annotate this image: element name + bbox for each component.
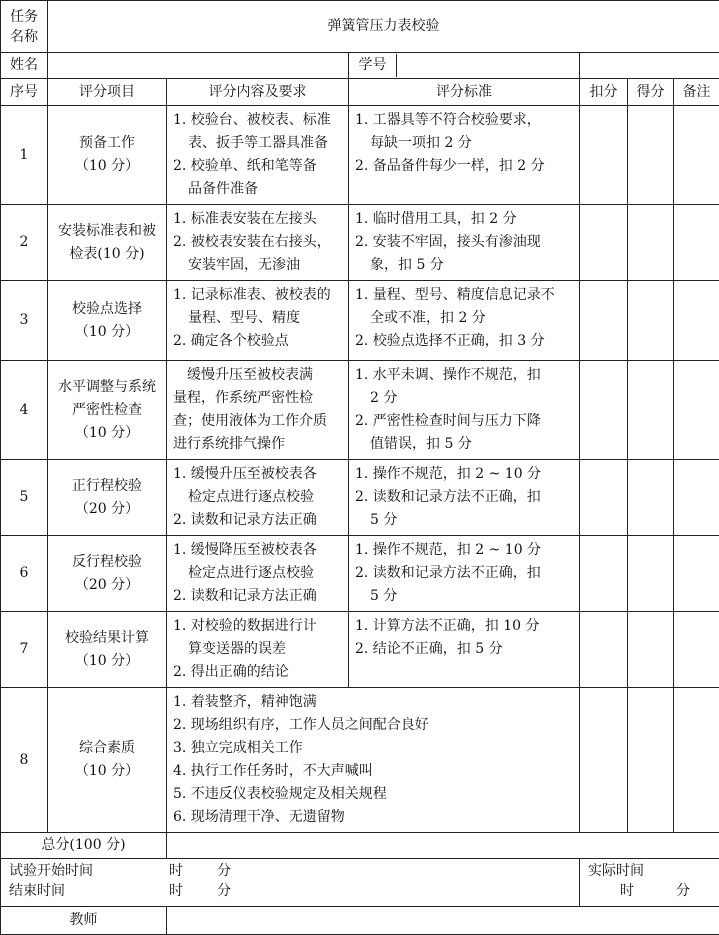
end-hour-label: 时 [169,881,217,901]
content-line: 2. 被校表安装在右接头， [173,231,344,254]
remark-cell[interactable] [674,688,719,833]
test-time-cell [1,859,580,907]
row-number: 3 [1,281,48,361]
teacher-row [1,907,719,935]
score-cell[interactable] [628,205,674,281]
standard-line: 1. 临时借用工具，扣 2 分 [355,208,575,231]
col-header-remark: 备注 [674,79,719,106]
table-row [1,205,719,281]
deduct-cell[interactable] [580,281,628,361]
row-item-line: （10 分） [48,321,166,344]
col-header-score: 得分 [628,79,674,106]
standard-line: 2. 备品备件每少一样，扣 2 分 [355,155,575,178]
standard-line: 值错误，扣 5 分 [355,433,575,456]
content-line: 2. 得出正确的结论 [173,661,344,684]
content-line: 1. 记录标准表、被校表的 [173,284,344,307]
score-cell[interactable] [628,460,674,536]
student-id-label: 学号 [349,54,397,77]
table-row [1,460,719,536]
row-content [167,205,349,281]
remark-cell[interactable] [674,460,719,536]
standard-line: 2. 读数和记录方法不正确，扣 [355,562,575,585]
score-cell[interactable] [628,536,674,612]
time-row [1,859,719,907]
row-standard [349,205,580,281]
student-id-cell [349,53,580,79]
content-line: 检定点进行逐点校验 [173,562,344,585]
remark-cell[interactable] [674,205,719,281]
standard-line: 1. 工器具等不符合校验要求， [355,109,575,132]
content-line: 表、扳手等工器具准备 [173,132,344,155]
content-line: 算变送器的误差 [173,638,344,661]
row-item-line: （10 分） [48,422,166,445]
row-item-line: 反行程校验 [48,551,166,574]
standard-line: 象，扣 5 分 [355,254,575,277]
standard-line: 1. 操作不规范，扣 2 ~ 10 分 [355,539,575,562]
start-minute-label: 分 [217,861,231,881]
remark-cell[interactable] [674,281,719,361]
content-line: 安装牢固，无渗油 [173,254,344,277]
row-item-line: （10 分） [48,760,166,783]
row-item [48,536,167,612]
remark-cell[interactable] [674,612,719,688]
content-line: 2. 校验单、纸和笔等备 [173,155,344,178]
row-item [48,205,167,281]
standard-line: 2. 安装不牢固，接头有渗油现 [355,231,575,254]
row-number: 6 [1,536,48,612]
standard-line: 1. 水平未调、操作不规范，扣 [355,364,575,387]
score-cell[interactable] [628,106,674,205]
col-header-content: 评分内容及要求 [167,79,349,106]
row-item-line: 检表(10 分) [48,243,166,266]
content-line: 量程、型号、精度 [173,307,344,330]
end-time-label: 结束时间 [9,881,169,901]
content-line: 查；使用液体为工作介质 [173,410,344,433]
actual-time-line [588,881,711,901]
standard-line: 2 分 [355,387,575,410]
standard-line: 2. 读数和记录方法不正确，扣 [355,486,575,509]
task-label-line2: 名称 [1,27,47,47]
content-line: 1. 缓慢升压至被校表各 [173,463,344,486]
row-number: 8 [1,688,48,833]
column-header-row [1,79,719,106]
actual-hour-label: 时 [620,881,676,901]
student-id-field[interactable] [580,53,719,79]
row-item-line: 正行程校验 [48,475,166,498]
row-item-line: 安装标准表和被 [48,220,166,243]
row-content [167,536,349,612]
task-name-label [1,1,48,53]
remark-cell[interactable] [674,536,719,612]
deduct-cell[interactable] [580,460,628,536]
content-line: 量程，作系统严密性检 [173,387,344,410]
row-item [48,460,167,536]
score-cell[interactable] [628,688,674,833]
col-header-standard: 评分标准 [349,79,580,106]
content-line: 1. 校验台、被校表、标准 [173,109,344,132]
table-row [1,281,719,361]
row-item-line: 预备工作 [48,132,166,155]
deduct-cell[interactable] [580,361,628,460]
row8-content [167,688,580,833]
teacher-field[interactable] [167,907,719,935]
start-time-label: 试验开始时间 [9,861,169,881]
name-row [1,53,719,79]
content-line: 进行系统排气操作 [173,433,344,456]
row-number: 1 [1,106,48,205]
row-content [167,106,349,205]
standard-line: 1. 操作不规范，扣 2 ~ 10 分 [355,463,575,486]
row-item [48,361,167,460]
standard-line: 5 分 [355,509,575,532]
table-row [1,106,719,205]
content-line: 检定点进行逐点校验 [173,486,344,509]
row-standard [349,536,580,612]
standard-line: 2. 严密性检查时间与压力下降 [355,410,575,433]
row-standard [349,460,580,536]
actual-time-cell [580,859,719,907]
content-line: 5. 不违反仪表校验规定及相关规程 [173,783,575,806]
row-standard [349,281,580,361]
content-line: 1. 对校验的数据进行计 [173,615,344,638]
col-header-item: 评分项目 [48,79,167,106]
remark-cell[interactable] [674,361,719,460]
row-standard [349,106,580,205]
row-item [48,688,167,833]
table-row [1,688,719,833]
row-number: 2 [1,205,48,281]
content-line: 2. 确定各个校验点 [173,330,344,353]
task-title: 弹簧管压力表校验 [48,1,719,53]
row-content [167,361,349,460]
row-item-line: 严密性检查 [48,399,166,422]
content-line: 2. 读数和记录方法正确 [173,585,344,608]
start-time-line [9,861,571,881]
total-field[interactable] [167,833,719,859]
total-label: 总分(100 分) [1,833,167,859]
standard-line: 5 分 [355,585,575,608]
row-item-line: 校验点选择 [48,298,166,321]
row-content [167,460,349,536]
score-cell[interactable] [628,281,674,361]
col-header-no: 序号 [1,79,48,106]
content-line: 2. 现场组织有序，工作人员之间配合良好 [173,714,575,737]
row-content [167,281,349,361]
table-row [1,612,719,688]
content-line: 1. 着装整齐，精神饱满 [173,691,575,714]
row-item-line: （20 分） [48,498,166,521]
deduct-cell[interactable] [580,688,628,833]
end-time-line [9,881,571,901]
teacher-label: 教师 [1,907,167,935]
row-item-line: （10 分） [48,155,166,178]
end-minute-label: 分 [217,881,231,901]
row-item-line: 综合素质 [48,737,166,760]
col-header-deduct: 扣分 [580,79,628,106]
content-line: 6. 现场清理干净、无遗留物 [173,806,575,829]
row-item-line: （20 分） [48,574,166,597]
start-hour-label: 时 [169,861,217,881]
actual-time-label: 实际时间 [588,861,711,881]
row-item-line: 水平调整与系统 [48,376,166,399]
standard-line: 2. 校验点选择不正确，扣 3 分 [355,330,575,353]
remark-cell[interactable] [674,106,719,205]
table-row [1,361,719,460]
deduct-cell[interactable] [580,106,628,205]
row-standard [349,612,580,688]
row-item [48,612,167,688]
item-rows [1,106,719,688]
task-label-line1: 任务 [1,7,47,27]
content-line: 缓慢升压至被校表满 [173,364,344,387]
content-line: 4. 执行工作任务时，不大声喊叫 [173,760,575,783]
content-line: 1. 缓慢降压至被校表各 [173,539,344,562]
row-content [167,612,349,688]
table-row [1,536,719,612]
score-cell[interactable] [628,361,674,460]
row-item-line: 校验结果计算 [48,627,166,650]
score-cell[interactable] [628,612,674,688]
name-label: 姓名 [1,53,48,79]
row-item [48,281,167,361]
actual-minute-label: 分 [676,881,690,901]
total-row [1,833,719,859]
content-line: 3. 独立完成相关工作 [173,737,575,760]
deduct-cell[interactable] [580,612,628,688]
row-number: 4 [1,361,48,460]
row-number: 7 [1,612,48,688]
standard-line: 每缺一项扣 2 分 [355,132,575,155]
standard-line: 1. 计算方法不正确，扣 10 分 [355,615,575,638]
standard-line: 全或不准，扣 2 分 [355,307,575,330]
name-field[interactable] [48,53,349,79]
standard-line: 2. 结论不正确，扣 5 分 [355,638,575,661]
row-number: 5 [1,460,48,536]
content-line: 2. 读数和记录方法正确 [173,509,344,532]
content-line: 品备件准备 [173,178,344,201]
standard-line: 1. 量程、型号、精度信息记录不 [355,284,575,307]
deduct-cell[interactable] [580,536,628,612]
deduct-cell[interactable] [580,205,628,281]
title-row [1,1,719,53]
content-line: 1. 标准表安装在左接头 [173,208,344,231]
row-item-line: （10 分） [48,650,166,673]
row-standard [349,361,580,460]
row-item [48,106,167,205]
